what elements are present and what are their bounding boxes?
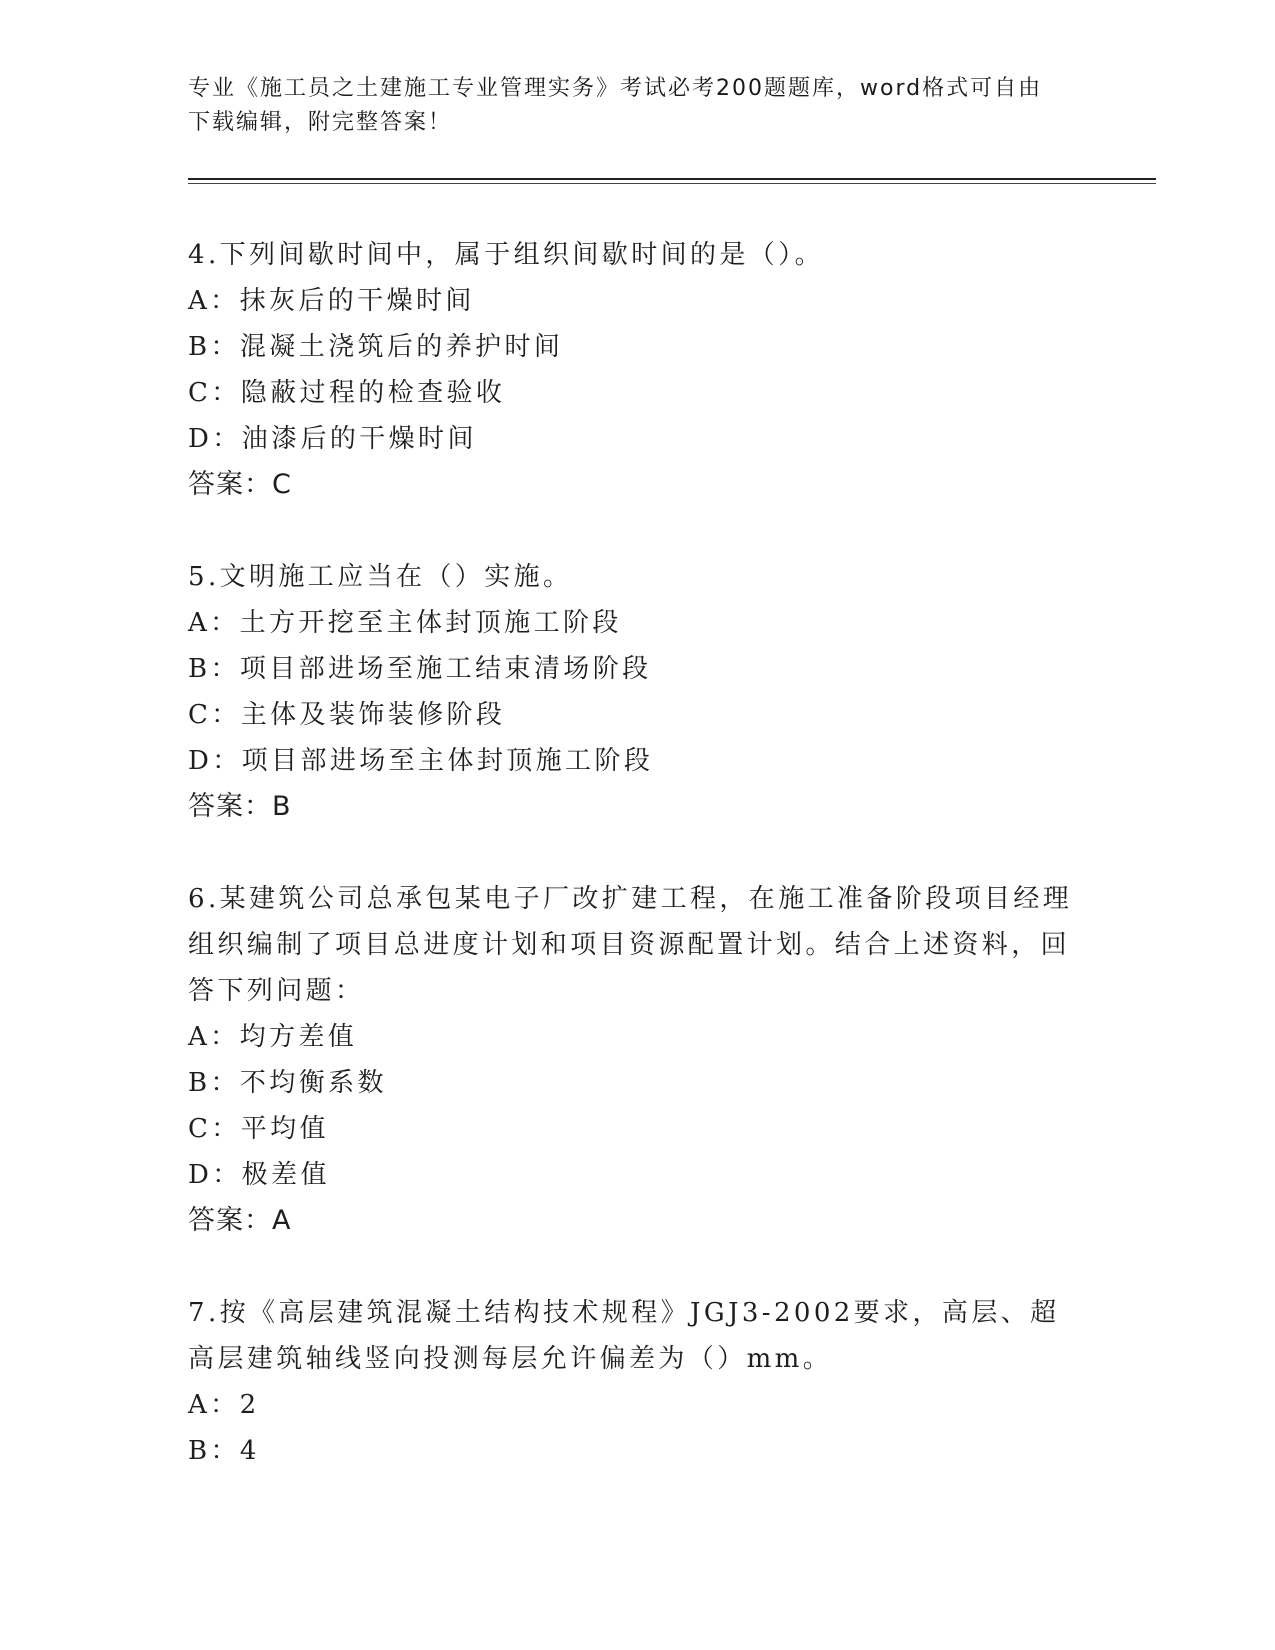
answer-line: 答案：C <box>188 469 292 500</box>
question-5 <box>188 554 1088 830</box>
option-c: C：隐蔽过程的检查验收 <box>188 378 506 408</box>
answer-line: 答案：A <box>188 1205 292 1236</box>
question-stem: 6.某建筑公司总承包某电子厂改扩建工程，在施工准备阶段项目经理组织编制了项目总进度计划和项目资源配置计划。结合上述资料，回答下列问题： <box>188 884 1073 1006</box>
option-c: C：平均值 <box>188 1114 329 1144</box>
option-b: B：项目部进场至施工结束清场阶段 <box>188 654 652 684</box>
option-b: B：混凝土浇筑后的养护时间 <box>188 332 564 362</box>
answer-line: 答案：B <box>188 791 292 822</box>
question-stem: 5.文明施工应当在（）实施。 <box>188 562 573 592</box>
option-d: D：极差值 <box>188 1160 330 1190</box>
option-c: C：主体及装饰装修阶段 <box>188 700 506 730</box>
header-title-line-1: 专业《施工员之土建施工专业管理实务》考试必考200题题库，word格式可自由 <box>188 76 1043 101</box>
question-4 <box>188 232 1088 508</box>
option-a: A：均方差值 <box>188 1022 358 1052</box>
option-d: D：油漆后的干燥时间 <box>188 424 477 454</box>
header-divider-thin <box>188 183 1156 184</box>
option-b: B：不均衡系数 <box>188 1068 387 1098</box>
question-stem: 7.按《高层建筑混凝土结构技术规程》JGJ3-2002要求，高层、超高层建筑轴线竖向投测每层允许偏差为（）mm。 <box>188 1298 1060 1374</box>
option-a: A：抹灰后的干燥时间 <box>188 286 475 316</box>
header-title-line-2: 下载编辑，附完整答案！ <box>188 110 453 135</box>
document-header <box>188 72 1068 140</box>
option-a: A：土方开挖至主体封顶施工阶段 <box>188 608 622 638</box>
option-d: D：项目部进场至主体封顶施工阶段 <box>188 746 654 776</box>
question-list <box>188 232 1088 1520</box>
header-divider <box>188 178 1156 180</box>
question-6 <box>188 876 1088 1244</box>
option-b: B：4 <box>188 1436 260 1466</box>
option-a: A：2 <box>188 1390 260 1420</box>
question-7 <box>188 1290 1088 1474</box>
question-stem: 4.下列间歇时间中，属于组织间歇时间的是（）。 <box>188 240 825 270</box>
